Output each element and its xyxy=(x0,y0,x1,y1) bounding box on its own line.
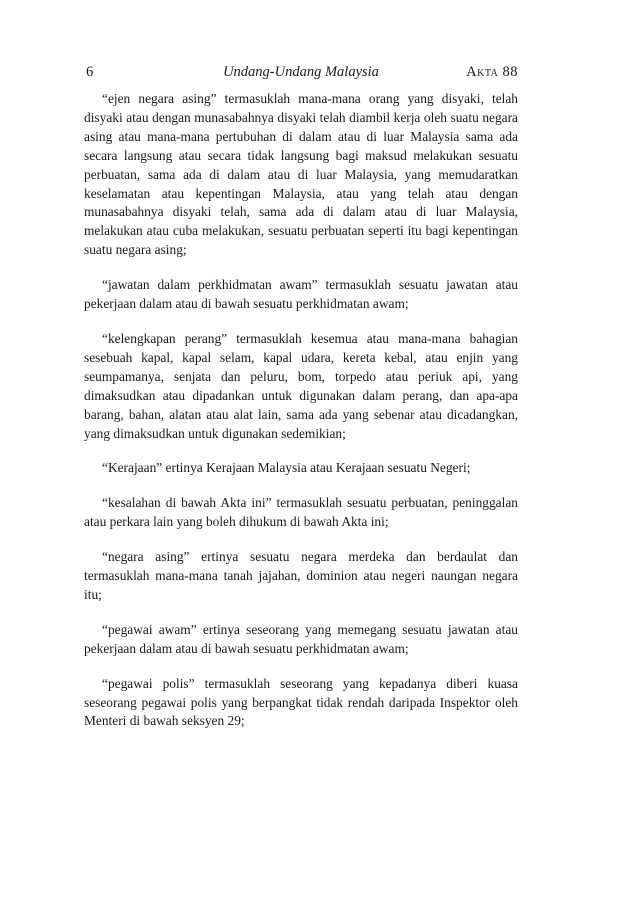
definition-kelengkapan-perang: “kelengkapan perang” termasuklah kesemua atau mana-mana bahagian sesebuah kapal, kapal selam, kapal udara, kereta kebal, atau enjin yang seumpamanya, senjata dan peluru, bom, torpedo atau periuk api, yang dimaksudkan atau dipadankan untuk digunakan dalam perang, dan apa-apa barang, bahan, alatan atau alat lain, sama ada yang sebenar atau dicadangkan, yang dimaksudkan untuk digunakan sedemikian; xyxy=(84,330,518,441)
definition-negara-asing: “negara asing” ertinya sesuatu negara merdeka dan berdaulat dan termasuklah mana-mana tanah jajahan, dominion atau negeri naungan negara itu; xyxy=(84,549,518,602)
definition-kerajaan: “Kerajaan” ertinya Kerajaan Malaysia atau Kerajaan sesuatu Negeri; xyxy=(102,460,471,476)
page-number: 6 xyxy=(86,64,94,80)
definition-ejen-negara-asing: “ejen negara asing” termasuklah mana-mana orang yang disyaki, telah disyaki atau dengan munasabahnya disyaki telah diambil kerja oleh suatu negara asing atau mana-mana pertubuhan di dalam atau di luar Malaysia sama ada secara langsung atau secara tidak langsung bagi maksud melakukan sesuatu perbuatan, sama ada di dalam atau di luar Malaysia, yang memudaratkan keselamatan atau kepentingan Malaysia, atau yang telah atau dengan munasabahnya disyaki telah, sama ada di dalam atau di luar Malaysia, melakukan atau cuba melakukan, sesuatu perbuatan seperti itu bagi kepentingan suatu negara asing; xyxy=(84,91,518,258)
running-title: Undang-Undang Malaysia xyxy=(223,64,379,80)
definition-pegawai-polis: “pegawai polis” termasuklah seseorang yang kepadanya diberi kuasa seseorang pegawai polis yang berpangkat tidak rendah daripada Inspektor oleh Menteri di bawah seksyen 29; xyxy=(84,675,518,729)
act-number: Akta 88 xyxy=(466,64,518,80)
definition-jawatan-perkhidmatan-awam: “jawatan dalam perkhidmatan awam” termasuklah sesuatu jawatan atau pekerjaan dalam atau di bawah sesuatu perkhidmatan awam; xyxy=(84,277,518,312)
document-page xyxy=(84,60,518,747)
definition-kesalahan: “kesalahan di bawah Akta ini” termasuklah sesuatu perbuatan, peninggalan atau perkara lain yang boleh dihukum di bawah Akta ini; xyxy=(84,495,518,530)
document-body xyxy=(84,90,518,731)
page-header xyxy=(84,60,518,84)
definition-pegawai-awam: “pegawai awam” ertinya seseorang yang memegang sesuatu jawatan atau pekerjaan dalam atau di bawah sesuatu perkhidmatan awam; xyxy=(84,621,518,656)
